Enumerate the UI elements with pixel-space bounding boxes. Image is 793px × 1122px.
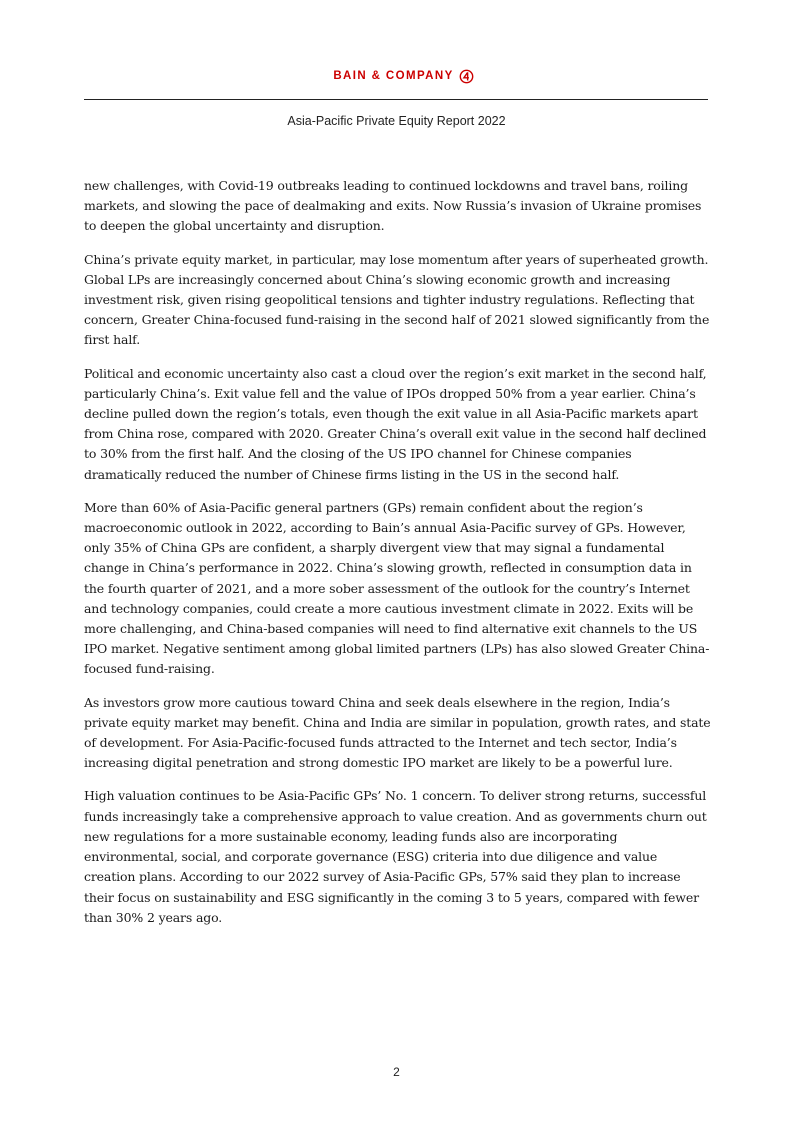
paragraph-5: As investors grow more cautious toward China and seek deals elsewhere in the region, India’s private equity market may benefit. China and India are similar in population, growth rates, and state of development. For Asia-Pacific-focused funds attracted to the Internet and tech sector, India’s increasing digital penetration and strong domestic IPO market are likely to be a powerful lure.	[84, 694, 711, 771]
paragraph-3: Political and economic uncertainty also cast a cloud over the region’s exit market in the second half, particularly China’s. Exit value fell and the value of IPOs dropped 50% from a year earlier. China’s decline pulled down the region’s totals, even though the exit value in all Asia-Pacific markets apart from China rose, compared with 2020. Greater China’s overall exit value in the second half declined to 30% from the first half. And the closing of the US IPO channel for Chinese companies dramatically reduced the number of Chinese firms listing in the US in the second half.	[84, 365, 707, 482]
paragraph-6: High valuation continues to be Asia-Pacific GPs’ No. 1 concern. To deliver strong returns, successful funds increasingly take a comprehensive approach to value creation. And as governments churn out new regulations for a more sustainable economy, leading funds also are incorporating environmental, social, and corporate governance (ESG) criteria into due diligence and value creation plans. According to our 2022 survey of Asia-Pacific GPs, 57% said they plan to increase their focus on sustainability and ESG significantly in the coming 3 to 5 years, compared with fewer than 30% 2 years ago.	[84, 788, 707, 925]
report-title: Asia-Pacific Private Equity Report 2022	[287, 114, 506, 128]
bain-circle-logo-icon	[459, 69, 474, 84]
body-text	[84, 176, 712, 941]
paragraph-1: new challenges, with Covid-19 outbreaks leading to continued lockdowns and travel bans, roiling markets, and slowing the pace of dealmaking and exits. Now Russia’s invasion of Ukraine promises to deepen the global uncertainty and disruption.	[84, 178, 702, 234]
brand-name: BAIN & COMPANY	[333, 70, 454, 82]
paragraph-4: More than 60% of Asia-Pacific general partners (GPs) remain confident about the region’s macroeconomic outlook in 2022, according to Bain’s annual Asia-Pacific survey of GPs. However, only 35% of China GPs are confident, a sharply divergent view that may signal a fundamental change in China’s performance in 2022. China’s slowing growth, reflected in consumption data in the fourth quarter of 2021, and a more sober assessment of the outlook for the country’s Internet and technology companies, could create a more cautious investment climate in 2022. Exits will be more challenging, and China-based companies will need to find alternative exit channels to the US IPO market. Negative sentiment among global limited partners (LPs) has also slowed Greater China-focused fund-raising.	[84, 499, 710, 677]
page-number: 2	[393, 1065, 400, 1079]
paragraph-2: China’s private equity market, in particular, may lose momentum after years of superheated growth. Global LPs are increasingly concerned about China’s slowing economic growth and increasing investment risk, given rising geopolitical tensions and tighter industry regulations. Reflecting that concern, Greater China-focused fund-raising in the second half of 2021 slowed significantly from the first half.	[84, 251, 710, 348]
brand-logo	[0, 67, 793, 85]
header-divider	[84, 99, 708, 100]
